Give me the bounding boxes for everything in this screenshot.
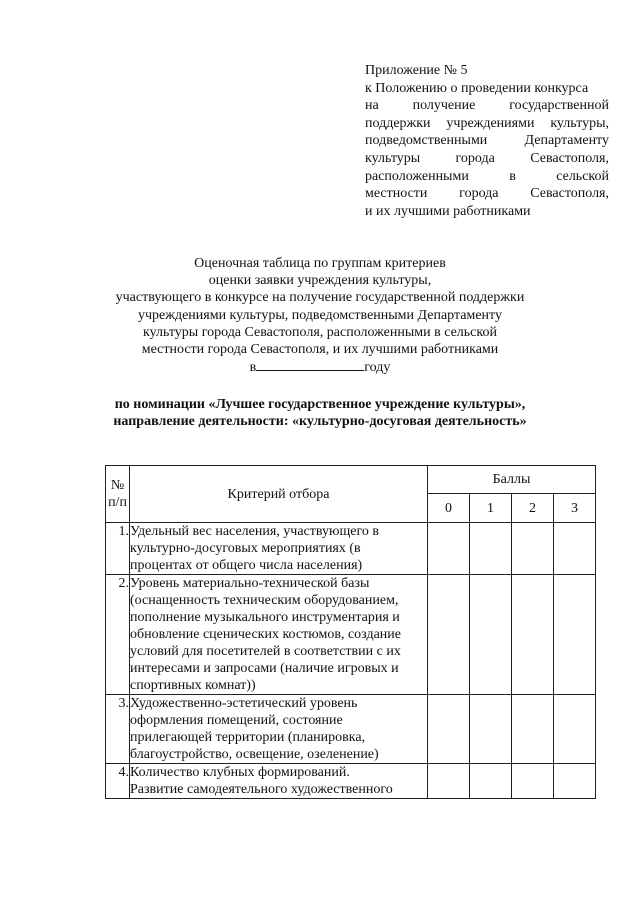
criterion-cell: Уровень материально-технической базы (оснащенность техническим оборудованием, пополнение музыкального инструментария и обновление сценических костюмов, создание условий для посетителей в соответствии с их интересами и запросами (наличие игровых и спортивных комнат)) <box>130 575 428 695</box>
year-line <box>100 358 540 376</box>
table-row <box>106 764 596 799</box>
nomination-heading <box>100 396 540 430</box>
row-number: 3. <box>106 695 130 764</box>
score-cell-2 <box>512 523 554 575</box>
appendix-line: культуры города Севастополя, <box>365 150 609 166</box>
appendix-line: подведомственными Департаменту <box>365 133 609 149</box>
row-number: 4. <box>106 764 130 799</box>
title-line: учреждениями культуры, подведомственными Департаменту <box>138 307 502 323</box>
document-title <box>100 255 540 376</box>
score-cell-3 <box>554 764 596 799</box>
score-cell-0 <box>428 575 470 695</box>
appendix-line: поддержки учреждениями культуры, <box>365 115 609 131</box>
appendix-line: расположенными в сельской <box>365 168 609 184</box>
direction-line: направление деятельности: «культурно-досуговая деятельность» <box>113 414 527 430</box>
score-header-1: 1 <box>470 494 512 523</box>
column-header-criterion: Критерий отбора <box>130 466 428 523</box>
score-cell-2 <box>512 695 554 764</box>
title-line: Оценочная таблица по группам критериев <box>194 256 446 271</box>
year-blank-field <box>256 358 364 371</box>
score-cell-0 <box>428 695 470 764</box>
criterion-cell: Количество клубных формирований. Развитие самодеятельного художественного <box>130 764 428 799</box>
row-number: 2. <box>106 575 130 695</box>
appendix-line: местности города Севастополя, <box>365 186 609 202</box>
year-suffix: году <box>364 360 391 376</box>
table-row <box>106 523 596 575</box>
appendix-line: на получение государственной <box>365 98 609 114</box>
column-header-scores: Баллы <box>428 466 596 494</box>
score-header-0: 0 <box>428 494 470 523</box>
criteria-table <box>105 465 596 799</box>
score-cell-0 <box>428 523 470 575</box>
appendix-line: и их лучшими работниками <box>365 203 531 219</box>
table-row <box>106 575 596 695</box>
score-cell-1 <box>470 575 512 695</box>
criterion-cell: Удельный вес населения, участвующего в культурно-досуговых мероприятиях (в процентах от общего числа населения) <box>130 523 428 575</box>
score-cell-2 <box>512 575 554 695</box>
nomination-line: по номинации «Лучшее государственное учреждение культуры», <box>114 397 526 412</box>
title-line: участвующего в конкурсе на получение государственной поддержки <box>115 290 525 306</box>
score-header-3: 3 <box>554 494 596 523</box>
title-line: культуры города Севастополя, расположенными в сельской <box>143 324 497 340</box>
column-header-number: № п/п <box>106 466 130 523</box>
score-cell-1 <box>470 523 512 575</box>
appendix-line: к Положению о проведении конкурса <box>365 80 589 96</box>
score-cell-2 <box>512 764 554 799</box>
score-cell-3 <box>554 523 596 575</box>
appendix-title: Приложение № 5 <box>365 63 468 78</box>
score-header-2: 2 <box>512 494 554 523</box>
row-number: 1. <box>106 523 130 575</box>
appendix-header <box>365 62 609 220</box>
score-cell-3 <box>554 575 596 695</box>
score-cell-0 <box>428 764 470 799</box>
criterion-cell: Художественно-эстетический уровень оформления помещений, состояние прилегающей территории (планировка, благоустройство, освещение, озеленение) <box>130 695 428 764</box>
score-cell-3 <box>554 695 596 764</box>
title-line: оценки заявки учреждения культуры, <box>208 273 432 289</box>
year-prefix: в <box>249 360 257 376</box>
score-cell-1 <box>470 695 512 764</box>
score-cell-1 <box>470 764 512 799</box>
table-row <box>106 695 596 764</box>
title-line: местности города Севастополя, и их лучшими работниками <box>141 342 499 358</box>
